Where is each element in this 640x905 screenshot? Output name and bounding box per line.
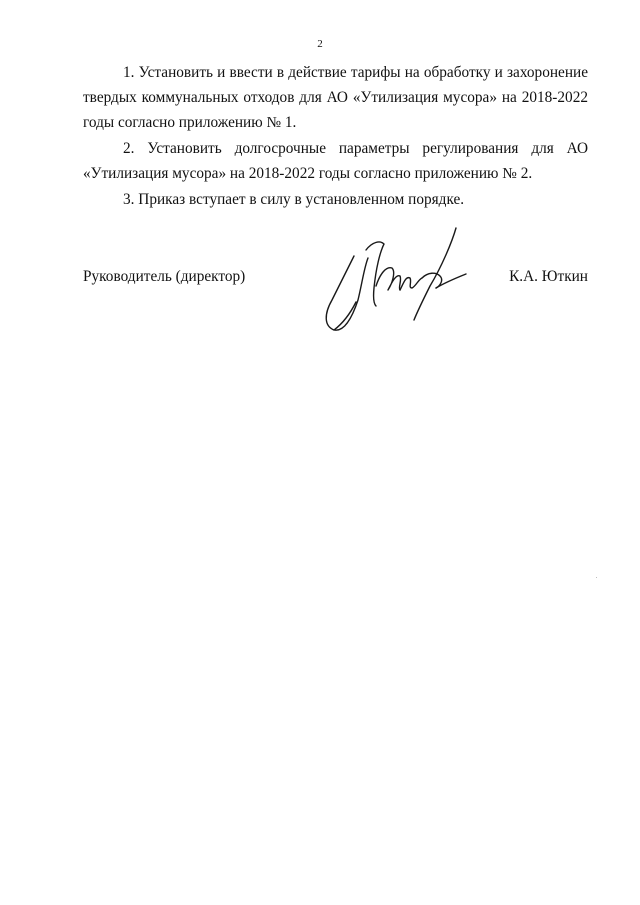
page-number: 2 xyxy=(317,38,323,50)
paragraph-1: 1. Установить и ввести в действие тарифы на обработку и захоронение твердых коммунальных отходов для АО «Утилизация мусора» на 2018-2022 годы согласно приложению № 1. xyxy=(83,64,588,131)
paragraph-3: 3. Приказ вступает в силу в установленном порядке. xyxy=(123,191,465,208)
signatory-name: К.А. Юткин xyxy=(509,268,588,285)
paragraph-2: 2. Установить долгосрочные параметры регулирования для АО «Утилизация мусора» на 2018-2022 годы согласно приложению № 2. xyxy=(83,140,588,182)
scan-speck xyxy=(596,577,597,578)
handwritten-signature-icon xyxy=(318,222,468,334)
signatory-role: Руководитель (директор) xyxy=(83,268,246,285)
